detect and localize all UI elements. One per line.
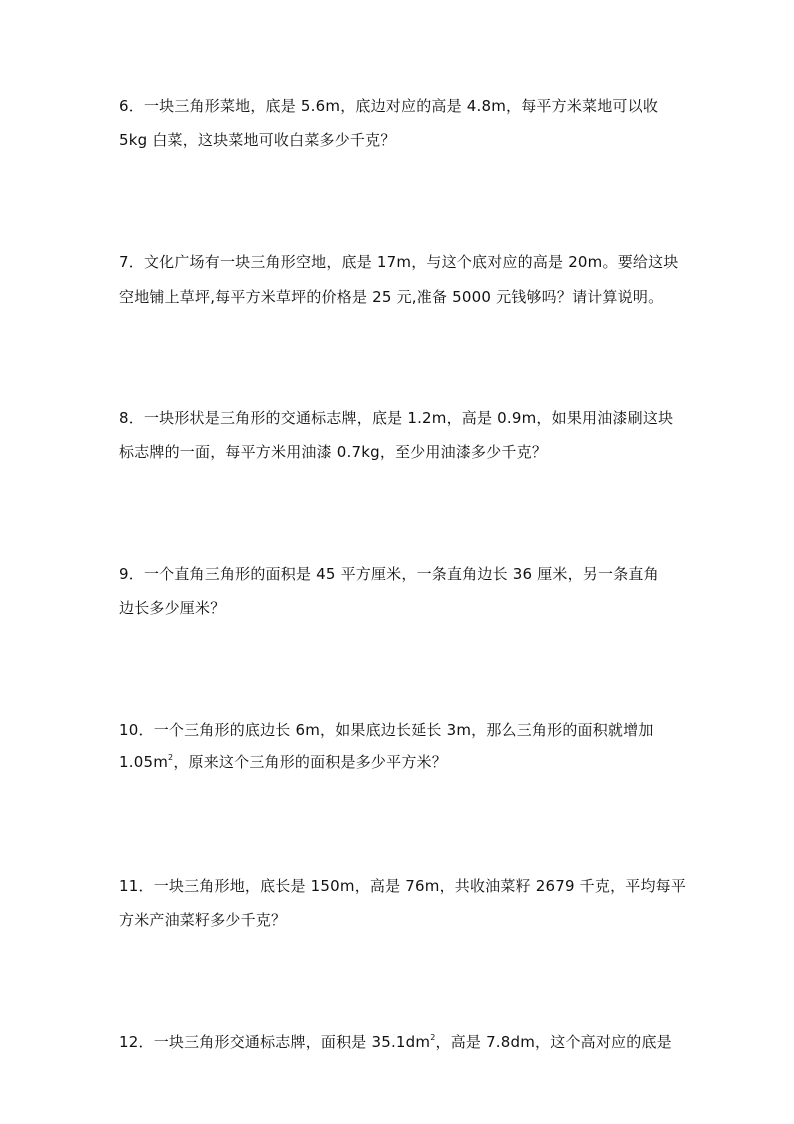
question-12-text-post: ，高是 7.8dm，这个高对应的底是 [435,1033,672,1051]
question-11-number: 11． [119,877,154,895]
question-9-line-1 [119,564,659,584]
question-8-line-2: 标志牌的一面，每平方米用油漆 0.7kg，至少用油漆多少千克？ [119,443,548,461]
question-10-number: 10． [119,721,154,739]
question-6-line-2: 5kg 白菜，这块菜地可收白菜多少千克？ [119,131,396,149]
question-10-line-1 [119,720,654,740]
question-12-area-exponent: 2 [430,1033,436,1042]
question-7-number: 7． [119,253,144,271]
question-10-area-exponent: 2 [168,753,174,762]
question-6-number: 6． [119,97,144,115]
question-10-text-2: ，原来这个三角形的面积是多少平方米？ [173,753,447,771]
question-11-line-1 [119,876,686,896]
question-6-text-1: 一块三角形菜地，底是 5.6m，底边对应的高是 4.8m，每平方米菜地可以收 [143,97,659,115]
question-12-number: 12． [119,1033,154,1051]
question-9-number: 9． [119,565,144,583]
question-10-line-2 [119,752,447,772]
question-11-text-1: 一块三角形地，底长是 150m，高是 76m，共收油菜籽 2679 千克，平均每平 [153,877,687,895]
question-9-line-2: 边长多少厘米？ [119,599,226,617]
question-7-line-2: 空地铺上草坪,每平方米草坪的价格是 25 元,准备 5000 元钱够吗？请计算说明。 [119,288,664,306]
question-8-text-1: 一块形状是三角形的交通标志牌，底是 1.2m，高是 0.9m，如果用油漆刷这块 [143,409,674,427]
question-9-text-1: 一个直角三角形的面积是 45 平方厘米，一条直角边长 36 厘米，另一条直角 [143,565,659,583]
question-8-line-1 [119,408,673,428]
question-11-line-2: 方米产油菜籽多少千克？ [119,911,287,929]
question-12-line-1 [119,1032,672,1052]
question-8-number: 8． [119,409,144,427]
question-12-text-pre: 一块三角形交通标志牌，面积是 35.1dm [153,1033,431,1051]
question-10-area-value: 1.05m [119,753,169,771]
question-10-text-1: 一个三角形的底边长 6m，如果底边长延长 3m，那么三角形的面积就增加 [153,721,654,739]
question-7-line-1 [119,252,679,272]
question-6-line-1 [119,96,658,116]
question-7-text-1: 文化广场有一块三角形空地，底是 17m，与这个底对应的高是 20m。要给这块 [143,253,679,271]
